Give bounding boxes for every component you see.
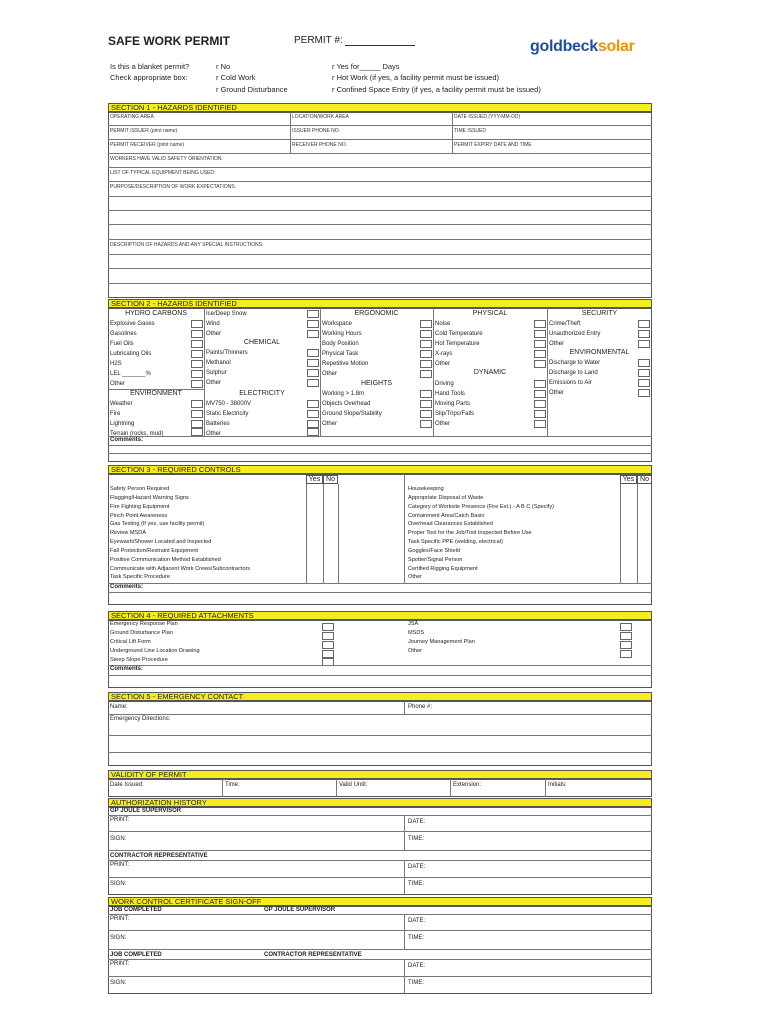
signoff-sup-print-label[interactable]: PRINT: (110, 916, 130, 922)
blanket-question: Is this a blanket permit? (110, 62, 190, 71)
checkbox[interactable] (420, 340, 432, 348)
purpose-label[interactable]: PURPOSE/DESCRIPTION OF WORK EXPECTATIONS: (110, 184, 236, 190)
ergonomic-header: ERGONOMIC (354, 310, 399, 317)
receiver-phone-label[interactable]: RECEIVER PHONE NO. (292, 142, 348, 148)
checkbox[interactable] (307, 420, 319, 428)
authorization-header: AUTHORIZATION HISTORY (108, 798, 652, 807)
controls-right-list: Housekeeping Appropriate Disposal of Waste Category of Worksite Presence (Fire Ext.) - A B C (Specify) Containment Area/Catch Basin Overhead Clearances Established Proper Tool for the Job/Tool Inspected Before Use Task Specific PPE (welding, electrical) Goggles/Face Shield Spotter/Signal Person Certified Rigging Equipment Other (408, 486, 554, 581)
yes-header-right: Yes (620, 475, 637, 484)
checkbox[interactable] (534, 360, 546, 368)
checkbox[interactable] (420, 390, 432, 398)
checkbox[interactable] (191, 360, 203, 368)
section4-header: SECTION 4 - REQUIRED ATTACHMENTS (108, 611, 652, 620)
date-issued-label[interactable]: DATE ISSUED (YYY-MM-DD) (454, 114, 521, 120)
signoff-job-completed-1: JOB COMPLETED (110, 907, 162, 913)
signoff-header: WORK CONTROL CERTIFICATE SIGN-OFF (108, 897, 652, 906)
no-header-right: No (637, 475, 652, 484)
logo-text-solar: solar (597, 38, 635, 55)
location-label[interactable]: LOCATION/WORK AREA (292, 114, 349, 120)
section1-header: SECTION 1 - HAZARDS IDENTIFIED (108, 103, 652, 112)
signoff-sup-sign-label[interactable]: SIGN: (110, 935, 127, 941)
validity-initials-label[interactable]: Initials: (548, 782, 567, 788)
yes-header-left: Yes (306, 475, 323, 484)
security-header: SECURITY (581, 310, 618, 317)
physical-header: PHYSICAL (472, 310, 508, 317)
checkbox[interactable] (191, 350, 203, 358)
company-logo (530, 38, 635, 56)
checkbox[interactable] (322, 650, 334, 658)
checkbox[interactable] (534, 330, 546, 338)
checkbox[interactable] (307, 320, 319, 328)
signoff-job-completed-2: JOB COMPLETED (110, 952, 162, 958)
checkbox[interactable] (191, 400, 203, 408)
attachments-left-list: Emergency Response Plan Ground Disturbance Plan Critical Lift Form Underground Line Location Drawing Steep Slope Procedure (110, 621, 200, 663)
checkbox[interactable] (534, 420, 546, 428)
checkbox[interactable] (638, 389, 650, 397)
checkbox[interactable] (307, 330, 319, 338)
checkbox[interactable] (191, 428, 203, 436)
auth-sup-date-label[interactable]: DATE: (408, 819, 426, 825)
checkbox[interactable] (307, 310, 319, 318)
environmental-list: Discharge to Water Discharge to Land Emissions to Air Other (549, 360, 601, 396)
contact-phone-label[interactable]: Phone #: (408, 704, 433, 710)
signoff-con-time-label[interactable]: TIME: (408, 980, 424, 986)
signoff-con-sign-label[interactable]: SIGN: (110, 980, 127, 986)
auth-con-date-label[interactable]: DATE: (408, 864, 426, 870)
checkbox[interactable] (420, 420, 432, 428)
checkbox[interactable] (620, 641, 632, 649)
checkbox[interactable] (420, 330, 432, 338)
emergency-directions-label[interactable]: Emergency Directions: (110, 716, 171, 722)
orientation-label[interactable]: WORKERS HAVE VALID SAFETY ORIENTATION: (110, 156, 223, 162)
checkbox[interactable] (534, 320, 546, 328)
checkbox[interactable] (322, 632, 334, 640)
environment-header: ENVIRONMENT (130, 390, 182, 397)
signoff-contractor-label: CONTRACTOR REPRESENTATIVE (264, 952, 362, 958)
checkbox[interactable] (534, 400, 546, 408)
checkbox[interactable] (307, 379, 319, 387)
auth-sup-print-label[interactable]: PRINT: (110, 817, 130, 823)
auth-con-sign-label[interactable]: SIGN: (110, 881, 127, 887)
checkbox[interactable] (191, 370, 203, 378)
auth-contractor-label: CONTRACTOR REPRESENTATIVE (110, 853, 208, 859)
section3-comments-label[interactable]: Comments: (110, 584, 144, 590)
checkbox[interactable] (307, 410, 319, 418)
checkbox[interactable] (420, 370, 432, 378)
equipment-label[interactable]: LIST OF TYPICAL EQUIPMENT BEING USED: (110, 170, 216, 176)
checkbox[interactable] (638, 330, 650, 338)
checkbox[interactable] (534, 380, 546, 388)
option-hot-work[interactable]: r Hot Work (if yes, a facility permit must be issued) (332, 73, 499, 82)
permit-number-line[interactable] (345, 45, 415, 46)
section2-header: SECTION 2 - HAZARDS IDENTIFIED (108, 299, 652, 308)
checkbox[interactable] (534, 410, 546, 418)
attachments-right-list: JSA MSDS Journey Management Plan Other (408, 621, 475, 654)
environment-list: Weather Fire Lightning Terrain (rocks, mud) (110, 401, 164, 437)
option-ground-disturbance[interactable]: r Ground Disturbance (216, 85, 288, 94)
option-cold-work[interactable]: r Cold Work (216, 73, 256, 82)
form-title: SAFE WORK PERMIT (108, 34, 230, 48)
checkbox[interactable] (307, 428, 319, 436)
heights-header: HEIGHTS (360, 380, 393, 387)
checkbox[interactable] (638, 340, 650, 348)
checkbox[interactable] (191, 340, 203, 348)
option-no[interactable]: r No (216, 62, 231, 71)
dynamic-header: DYNAMIC (473, 369, 507, 376)
auth-supervisor-label: GP JOULE SUPERVISOR (110, 808, 182, 814)
validity-date-issued-label[interactable]: Date Issued: (110, 782, 144, 788)
checkbox[interactable] (420, 400, 432, 408)
receiver-label[interactable]: PERMIT RECEIVER (print name) (110, 142, 185, 148)
checkbox[interactable] (420, 360, 432, 368)
contact-name-label[interactable]: Name: (110, 704, 128, 710)
checkbox[interactable] (534, 390, 546, 398)
section4-comments-label[interactable]: Comments: (110, 666, 144, 672)
no-header-left: No (323, 475, 338, 484)
signoff-con-date-label[interactable]: DATE: (408, 963, 426, 969)
auth-sup-sign-label[interactable]: SIGN: (110, 836, 127, 842)
checkbox[interactable] (191, 420, 203, 428)
checkbox[interactable] (322, 641, 334, 649)
checkbox[interactable] (638, 369, 650, 377)
heights-list: Working > 1.8m Objects Overhead Ground Slope/Stability Other (322, 391, 382, 427)
signoff-supervisor-label: GP JOULE SUPERVISOR (264, 907, 336, 913)
logo-text-goldbeck: goldbeck (530, 38, 598, 55)
option-yes-days[interactable]: r Yes for_____ Days (332, 62, 400, 71)
signoff-sup-date-label[interactable]: DATE: (408, 918, 426, 924)
environmental-header: ENVIRONMENTAL (569, 349, 630, 356)
checkbox[interactable] (307, 369, 319, 377)
description-label[interactable]: DESCRIPTION OF HAZARDS AND ANY SPECIAL INSTRUCTIONS: (110, 242, 264, 248)
checkbox[interactable] (420, 410, 432, 418)
checkbox[interactable] (191, 320, 203, 328)
option-confined-space[interactable]: r Confined Space Entry (if yes, a facility permit must be issued) (332, 85, 541, 94)
section2-comments-label[interactable]: Comments: (110, 437, 144, 443)
chemical-list: Paints/Thinners Methanol Sulphur Other (206, 350, 248, 386)
section3-header: SECTION 3 - REQUIRED CONTROLS (108, 465, 652, 474)
checkbox[interactable] (420, 350, 432, 358)
signoff-sup-time-label[interactable]: TIME: (408, 935, 424, 941)
checkbox[interactable] (322, 623, 334, 631)
signoff-con-print-label[interactable]: PRINT: (110, 961, 130, 967)
weather-list: Ice/Deep Snow Wind Other (206, 311, 247, 337)
checkbox[interactable] (638, 379, 650, 387)
checkbox[interactable] (191, 410, 203, 418)
validity-box (108, 779, 652, 797)
time-issued-label[interactable]: TIME ISSUED (454, 128, 486, 134)
operating-area-label[interactable]: OPERATING AREA (110, 114, 154, 120)
expiry-label[interactable]: PERMIT EXPIRY DATE AND TIME (454, 142, 532, 148)
section5-box (108, 701, 652, 766)
validity-time-label[interactable]: Time: (225, 782, 240, 788)
checkbox[interactable] (638, 359, 650, 367)
issuer-phone-label[interactable]: ISSUER PHONE NO. (292, 128, 341, 134)
chemical-header: CHEMICAL (243, 339, 281, 346)
validity-header: VALIDITY OF PERMIT (108, 770, 652, 779)
security-list: Crime/Theft Unauthorized Entry Other (549, 321, 601, 347)
auth-con-time-label[interactable]: TIME: (408, 881, 424, 887)
checkbox[interactable] (420, 320, 432, 328)
checkbox[interactable] (620, 650, 632, 658)
checkbox[interactable] (191, 380, 203, 388)
authorization-box (108, 807, 652, 895)
checkbox[interactable] (191, 330, 203, 338)
checkbox[interactable] (534, 350, 546, 358)
checkbox[interactable] (534, 340, 546, 348)
electricity-list: MV750 - 38000V Static Electricity Batteries Other (206, 401, 252, 437)
checkbox[interactable] (620, 632, 632, 640)
controls-left-list: Safety Person Required Flagging/Hazard Warning Signs Fire Fighting Equipment Pinch Point Awareness Gas Testing (If yes, use facility permit) Review MSDA Eyewash/Shower Located and Inspected Fall Protection/Restraint Equipment Positive Communication Method Established Communicate with Adjacent Work Crews/Subcontractors Task Specific Procedure (110, 486, 251, 581)
ergonomic-list: Workspace Working Hours Body Position Physical Task Repetitive Motion Other (322, 321, 369, 377)
auth-sup-time-label[interactable]: TIME: (408, 836, 424, 842)
issuer-label[interactable]: PERMIT ISSUER (print name) (110, 128, 178, 134)
hydrocarbons-list: Explosive Gases Gasolines Fuel Oils Lubricating Oils H2S LEL _______% Other (110, 321, 155, 387)
permit-number-label: PERMIT #: (294, 35, 343, 46)
check-box-label: Check appropriate box: (110, 73, 188, 82)
validity-extension-label[interactable]: Extension: (453, 782, 482, 788)
section5-header: SECTION 5 - EMERGENCY CONTACT (108, 692, 652, 701)
checkbox[interactable] (307, 349, 319, 357)
checkbox[interactable] (638, 320, 650, 328)
dynamic-list: Driving Hand Tools Moving Parts Slip/Trips/Falls Other (435, 381, 475, 427)
signoff-box (108, 906, 652, 994)
auth-con-print-label[interactable]: PRINT: (110, 862, 130, 868)
checkbox[interactable] (307, 400, 319, 408)
electricity-header: ELECTRICITY (239, 390, 285, 397)
checkbox[interactable] (307, 359, 319, 367)
physical-list: Noise Cold Temperature Hot Temperature X-rays Other (435, 321, 483, 367)
validity-valid-until-label[interactable]: Valid Until: (339, 782, 368, 788)
checkbox[interactable] (620, 623, 632, 631)
hydrocarbons-header: HYDRO CARBONS (125, 310, 187, 317)
